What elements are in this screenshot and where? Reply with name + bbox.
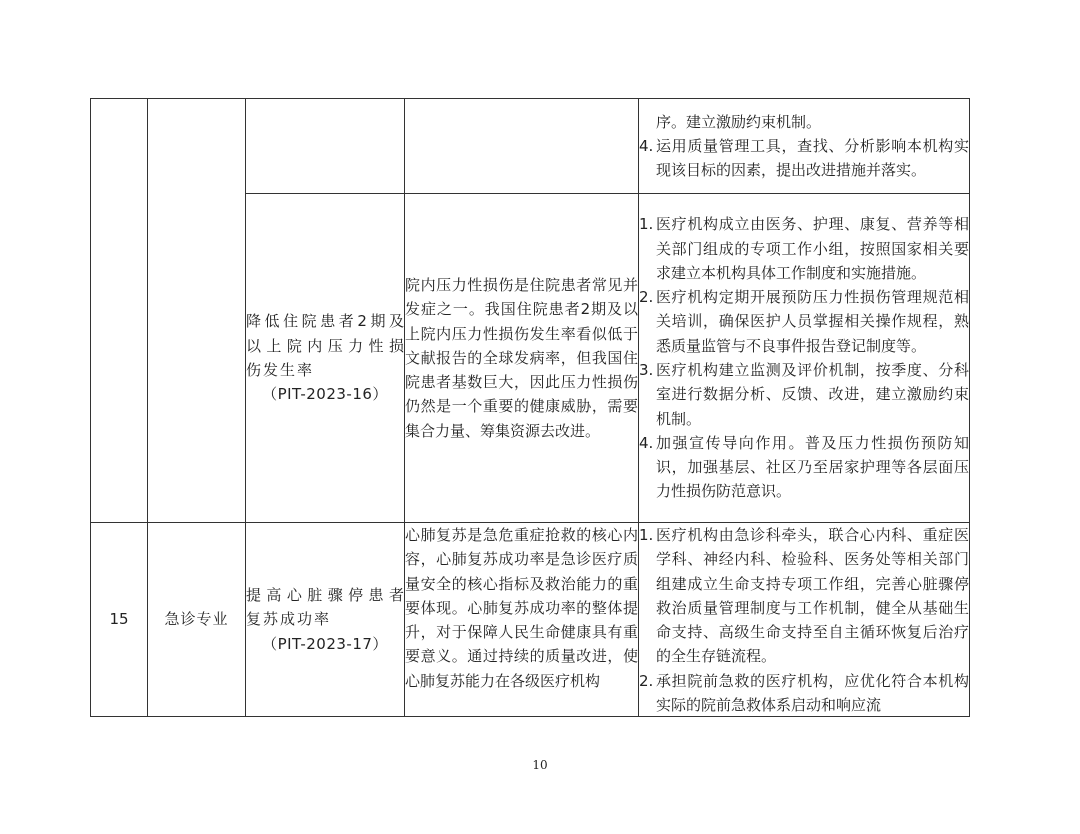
number-cell xyxy=(91,523,148,717)
definition-text: 院内压力性损伤是住院患者常见并发症之一。我国住院患者2期及以上院内压力性损伤发生率看似低于文献报告的全球发病率，但我国住院患者基数巨大，因此压力性损伤仍然是一个重要的健康威胁，需要集合力量、筹集资源去改进。 xyxy=(405,275,638,440)
measure-text: 医疗机构由急诊科牵头，联合心内科、重症医学科、神经内科、检验科、医务处等相关部门组建成立生命支持专项工作组，完善心脏骤停救治质量管理制度与工作机制，健全从基础生命支持、高级生命支持至自主循环恢复后治疗的全生存链流程。 xyxy=(656,526,969,666)
indicator-number: 15 xyxy=(109,610,129,629)
measure-text: 医疗机构定期开展预防压力性损伤管理规范相关培训，确保医护人员掌握相关操作规程，熟悉质量监管与不良事件报告登记制度等。 xyxy=(656,288,969,355)
measure-number: 4. xyxy=(639,136,654,155)
specialty-name: 急诊专业 xyxy=(164,610,229,629)
indicator-code: （PIT-2023-16） xyxy=(262,385,388,404)
page-number: 10 xyxy=(532,758,548,772)
number-cell xyxy=(91,99,148,523)
indicator-name-line: 以上院内压力性损 xyxy=(246,336,404,355)
measure-text: 医疗机构建立监测及评价机制，按季度、分科室进行数据分析、反馈、改进，建立激励约束机制。 xyxy=(656,361,969,428)
measure-item xyxy=(639,669,969,716)
measures-cell xyxy=(639,523,970,717)
measure-number: 1. xyxy=(639,526,654,544)
definition-clip xyxy=(405,523,638,716)
indicator-name-cell xyxy=(246,99,405,194)
specialty-cell xyxy=(148,99,246,523)
measure-item xyxy=(639,358,969,431)
measures-cell xyxy=(639,194,970,523)
indicator-name-cell xyxy=(246,194,405,523)
measure-number: 2. xyxy=(639,671,654,690)
definition-text: 心肺复苏是急危重症抢救的核心内容，心肺复苏成功率是急诊医疗质量安全的核心指标及救治能力的重要体现。心肺复苏成功率的整体提升，对于保障人民生命健康具有重要意义。通过持续的质量改进，使心肺复苏能力在各级医疗机构 xyxy=(405,526,638,690)
indicator-name-cell xyxy=(246,523,405,717)
measure-item xyxy=(639,523,969,669)
indicator-code: （PIT-2023-17） xyxy=(262,634,388,653)
definition-cell xyxy=(405,523,639,717)
measure-text: 医疗机构成立由医务、护理、康复、营养等相关部门组成的专项工作小组，按照国家相关要求建立本机构具体工作制度和实施措施。 xyxy=(656,215,969,282)
measure-number: 4. xyxy=(639,433,654,452)
measure-text: 运用质量管理工具，查找、分析影响本机构实现该目标的因素，提出改进措施并落实。 xyxy=(656,136,969,180)
measure-continuation: 序。建立激励约束机制。 xyxy=(656,112,822,131)
measure-item xyxy=(639,285,969,358)
measure-text: 加强宣传导向作用。普及压力性损伤预防知识，加强基层、社区乃至居家护理等各层面压力性损伤防范意识。 xyxy=(656,433,969,501)
indicator-name-line: 伤发生率 xyxy=(246,361,315,379)
indicator-name-line: 提高心脏骤停患者 xyxy=(246,586,404,605)
indicator-table xyxy=(90,98,970,717)
measure-item xyxy=(639,212,969,285)
measure-item xyxy=(639,134,969,183)
measure-text: 承担院前急救的医疗机构，应优化符合本机构实际的院前急救体系启动和响应流 xyxy=(656,671,969,715)
indicator-name-line: 降低住院患者2期及 xyxy=(246,312,404,331)
table-row xyxy=(91,523,970,717)
measure-number: 1. xyxy=(639,215,654,234)
specialty-cell xyxy=(148,523,246,717)
measure-number: 2. xyxy=(639,288,654,307)
definition-cell xyxy=(405,194,639,523)
table-row xyxy=(91,99,970,194)
measures-clip xyxy=(639,523,969,716)
indicator-name-line: 复苏成功率 xyxy=(246,610,332,629)
measures-cell xyxy=(639,99,970,194)
measure-item xyxy=(639,431,969,504)
definition-cell xyxy=(405,99,639,194)
measure-number: 3. xyxy=(639,361,654,379)
